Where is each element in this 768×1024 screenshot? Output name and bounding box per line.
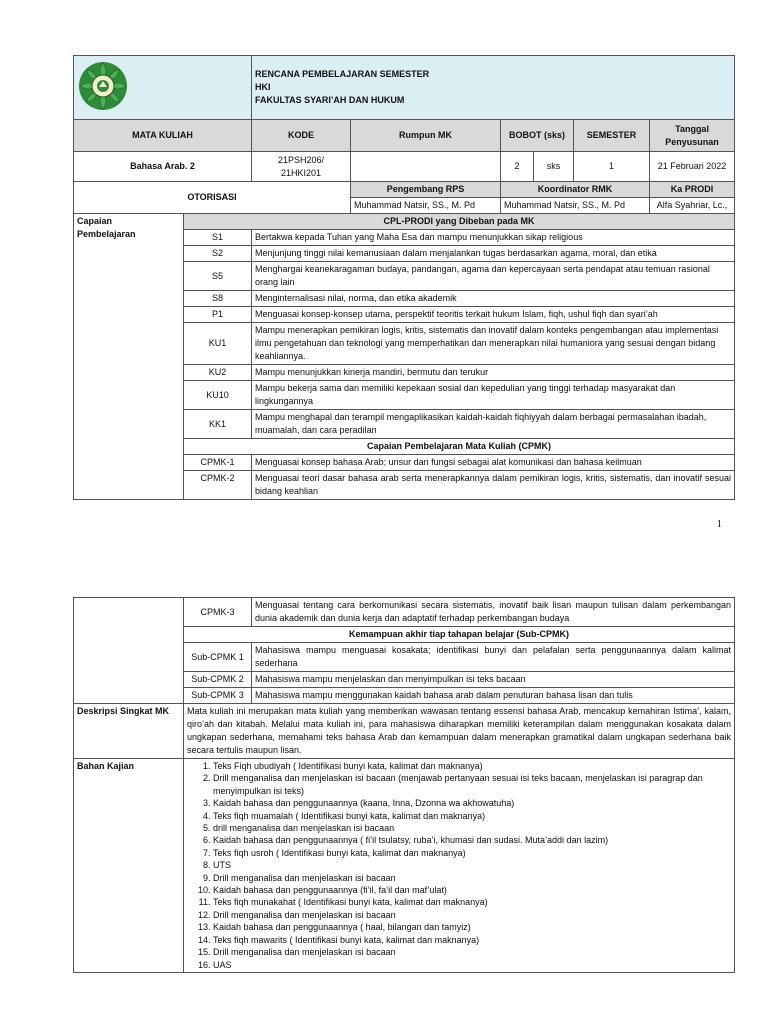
list-item: 10. Kaidah bahasa dan penggunaannya (fi’il, fa’il dan maf’ulat) <box>213 884 731 896</box>
cpl-text: Bertakwa kepada Tuhan yang Maha Esa dan mampu menunjukkan sikap religious <box>252 230 735 246</box>
deskripsi-text: Mata kuliah ini merupakan mata kuliah yang memberikan wawasan tentang essensi bahasa Arab, mencakup kemahiran Istima’, kalam, qiro’ah dan kitabah. Melalui mata kuliah ini, para mahasiswa diharapkan memiliki keterampilan dalam menggunakan kosakata dalam ungkapan sederhana, memahami teks bahasa Arab dan kemampuan dalam menerapkan gramatikal dalam ungkapan sederhana baik secara tertulis maupun lisan. <box>184 704 735 759</box>
otorisasi-label: OTORISASI <box>74 182 351 214</box>
cpmk-text: Menguasai teori dasar bahasa arab serta menerapkannya dalam pemikiran logis, kritis, sistematis, dan inovatif sesuai bidang keahlian <box>252 471 735 500</box>
logo-cell <box>74 56 252 120</box>
col-semester: SEMESTER <box>574 120 650 152</box>
list-item: 14. Teks fiqh mawarits ( Identifikasi bunyi kata, kalimat dan maknanya) <box>213 934 731 946</box>
sub-cpmk-text: Mahasiswa mampu menggunakan kaidah bahasa arab dalam penuturan bahasa lisan dan tulis <box>252 688 735 704</box>
list-item: 3. Kaidah bahasa dan penggunaannya (kaana, Inna, Dzonna wa akhowatuha) <box>213 797 731 809</box>
list-item: 1. Teks Fiqh ubudiyah ( Identifikasi bunyi kata, kalimat dan maknanya) <box>213 760 731 772</box>
rps-page-2 <box>73 597 734 973</box>
sub-cpmk-header: Kemampuan akhir tiap tahapan belajar (Sub-CPMK) <box>184 627 735 643</box>
bahan-kajian-list <box>187 760 731 971</box>
bahan-kajian-label: Bahan Kajian <box>74 759 184 973</box>
page2-blank-label <box>74 598 184 704</box>
bahan-kajian-list-cell <box>184 759 735 973</box>
capaian-label-line1: Capaian <box>77 216 113 226</box>
university-logo-icon <box>77 60 129 112</box>
course-code-line2: 21HKI201 <box>280 167 322 178</box>
col-bobot: BOBOT (sks) <box>501 120 574 152</box>
cpl-code: KK1 <box>184 410 252 439</box>
cpmk-header: Capaian Pembelajaran Mata Kuliah (CPMK) <box>184 439 735 455</box>
list-item: 15. Drill menganalisa dan menjelaskan isi bacaan <box>213 946 731 958</box>
course-name: Bahasa Arab. 2 <box>74 152 252 182</box>
cpmk-text: Menguasai konsep bahasa Arab; unsur dan fungsi sebagai alat komunikasi dan bahasa keilmuan <box>252 455 735 471</box>
page2-table <box>73 597 735 973</box>
course-semester: 1 <box>574 152 650 182</box>
list-item: 8. UTS <box>213 859 731 871</box>
list-item: 13. Kaidah bahasa dan penggunaannya ( haal, bilangan dan tamyiz) <box>213 921 731 933</box>
course-bobot-unit: sks <box>534 152 574 182</box>
list-item: 9. Drill menganalisa dan menjelaskan isi bacaan <box>213 872 731 884</box>
rps-header-table <box>73 55 735 214</box>
course-rumpun <box>351 152 501 182</box>
sub-cpmk-text: Mahasiswa mampu menguasai kosakata; identifikasi bunyi dan pelafalan serta penggunaannya dalam kalimat sederhana <box>252 643 735 672</box>
page-number: 1 <box>716 518 722 530</box>
course-date: 21 Februari 2022 <box>650 152 735 182</box>
cpl-text: Mampu menerapkan pemikiran logis, kritis, sistematis dan inovatif dalam konteks pengembangan atau implementasi ilmu pengetahuan dan teknologi yang memperhatikan dan menerapkan nilai humaniora yang sesuai dengan bidang keahliannya. <box>252 323 735 365</box>
list-item: 4. Teks fiqh muamalah ( Identifikasi bunyi kata, kalimat dan maknanya) <box>213 810 731 822</box>
course-code-line1: 21PSH206/ <box>277 154 325 165</box>
faculty-name: FAKULTAS SYARI’AH DAN HUKUM <box>255 95 405 105</box>
cpmk-code: CPMK-2 <box>184 471 252 500</box>
sub-cpmk-code: Sub-CPMK 3 <box>184 688 252 704</box>
cpl-code: S1 <box>184 230 252 246</box>
col-kode: KODE <box>252 120 351 152</box>
cpl-text: Mampu menunjukkan kinerja mandiri, bermutu dan terukur <box>252 365 735 381</box>
list-item: 11. Teks fiqh munakahat ( Identifikasi bunyi kata, kalimat dan maknanya) <box>213 896 731 908</box>
cpl-code: P1 <box>184 307 252 323</box>
col-tanggal: Tanggal Penyusunan <box>650 120 735 152</box>
col-rumpun: Rumpun MK <box>351 120 501 152</box>
pengembang-label: Pengembang RPS <box>351 182 501 198</box>
capaian-label <box>74 214 184 500</box>
document-title: RENCANA PEMBELAJARAN SEMESTER <box>255 69 430 79</box>
rps-page-1 <box>73 55 734 500</box>
sub-cpmk-text: Mahasiswa mampu menjelaskan dan menyimpulkan isi teks bacaan <box>252 672 735 688</box>
cpl-code: S2 <box>184 246 252 262</box>
sub-cpmk-code: Sub-CPMK 1 <box>184 643 252 672</box>
cpl-code: KU10 <box>184 381 252 410</box>
list-item: 5. drill menganalisa dan menjelaskan isi bacaan <box>213 822 731 834</box>
pengembang-name: Muhammad Natsir, SS., M. Pd <box>351 198 501 214</box>
cpl-text: Menghargai keanekaragaman budaya, pandangan, agama dan kepercayaan serta pendapat atau temuan rasional orang lain <box>252 262 735 291</box>
kaprodi-label: Ka PRODI <box>650 182 735 198</box>
list-item: 7. Teks fiqh usroh ( Identifikasi bunyi kata, kalimat dan maknanya) <box>213 847 731 859</box>
koordinator-label: Koordinator RMK <box>501 182 650 198</box>
col-mata-kuliah: MATA KULIAH <box>74 120 252 152</box>
course-bobot: 2 <box>501 152 534 182</box>
cpl-text: Mampu menghapal dan terampil mengaplikasikan kaidah-kaidah fiqhiyyah dalam berbagai permasalahan ibadah, muamalah, dan cara peradilan <box>252 410 735 439</box>
cpmk-code: CPMK-3 <box>184 598 252 627</box>
cpmk-code: CPMK-1 <box>184 455 252 471</box>
cpl-text: Mampu bekerja sama dan memiliki kepekaan sosial dan kepedulian yang tinggi terhadap masyarakat dan lingkungannya <box>252 381 735 410</box>
sub-cpmk-code: Sub-CPMK 2 <box>184 672 252 688</box>
list-item: 6. Kaidah bahasa dan penggunaannya ( fi’il tsulatsy, ruba’i, khumasi dan sudasi. Muta’addi dan lazim) <box>213 834 731 846</box>
list-item: 2. Drill menganalisa dan menjelaskan isi bacaan (menjawab pertanyaan sesuai isi teks bacaan, menjelaskan isi paragrap dan menyimpulkan isi teks) <box>213 772 731 797</box>
cpmk-text: Menguasai tentang cara berkomunikasi secara sistematis, inovatif baik lisan maupun tulisan dalam perkembangan dunia akademik dan dunia kerja dan adaptatif terhadap perkembangan budaya <box>252 598 735 627</box>
cpl-code: S5 <box>184 262 252 291</box>
cpl-text: Menjunjung tinggi nilai kemanusiaan dalam menjalankan tugas berdasarkan agama, moral, dan etika <box>252 246 735 262</box>
cpl-code: S8 <box>184 291 252 307</box>
koordinator-name: Muhammad Natsir, SS., M. Pd <box>501 198 650 214</box>
course-code <box>252 152 351 182</box>
capaian-label-line2: Pembelajaran <box>77 229 136 239</box>
program-name: HKI <box>255 82 271 92</box>
list-item: 12. Drill menganalisa dan menjelaskan isi bacaan <box>213 909 731 921</box>
cpl-header: CPL-PRODI yang Dibeban pada MK <box>184 214 735 230</box>
cpl-code: KU2 <box>184 365 252 381</box>
cpl-text: Menginternalisasi nilai, norma, dan etika akademik <box>252 291 735 307</box>
cpl-text: Menguasai konsep-konsep utama, perspektif teoritis terkait hukum Islam, fiqh, ushul fiqh dan syari’ah <box>252 307 735 323</box>
document-title-cell <box>252 56 735 120</box>
capaian-table <box>73 213 735 500</box>
list-item: 16. UAS <box>213 959 731 971</box>
cpl-code: KU1 <box>184 323 252 365</box>
kaprodi-name: Alfa Syahriar, Lc., <box>650 198 735 214</box>
deskripsi-label: Deskripsi Singkat MK <box>74 704 184 759</box>
